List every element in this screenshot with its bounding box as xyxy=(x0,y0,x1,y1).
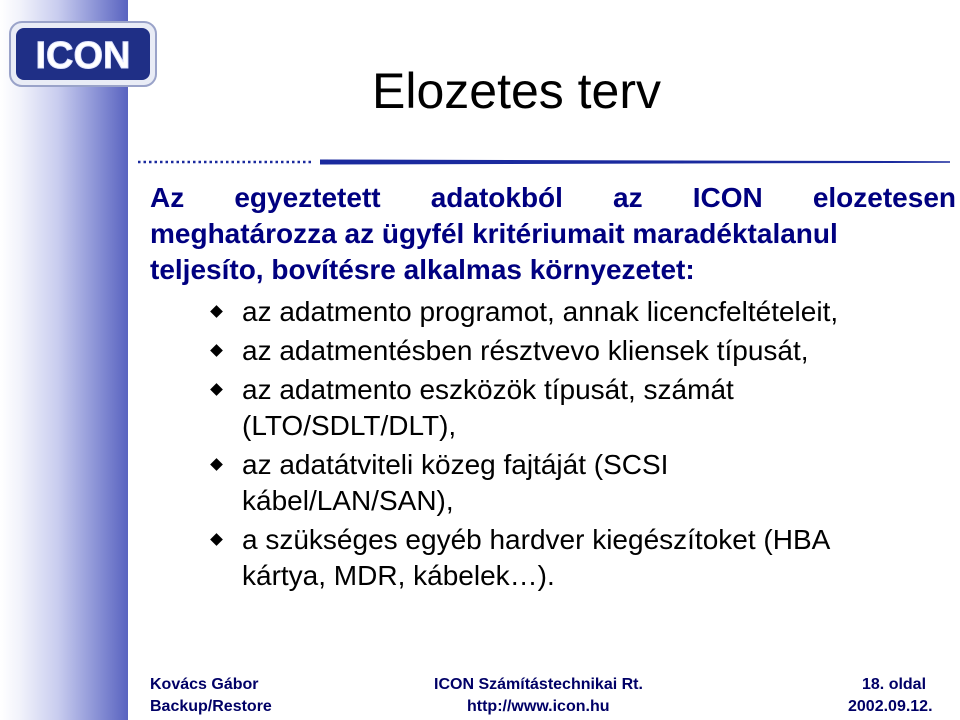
intro-line: Az egyeztetett adatokból az ICON elozetesen xyxy=(150,182,956,213)
list-item xyxy=(210,447,956,519)
footer-url-link[interactable]: http://www.icon.hu xyxy=(467,698,610,715)
diamond-bullet-icon xyxy=(210,533,223,546)
diamond-bullet-icon xyxy=(210,458,223,471)
intro-line: teljesíto, bovítésre alkalmas környezetet: xyxy=(150,254,695,285)
bullet-text: kábel/LAN/SAN), xyxy=(242,485,454,516)
bullet-text: az adatmentésben résztvevo kliensek típusát, xyxy=(242,335,809,366)
bullet-text: az adatmento programot, annak licencfeltételeit, xyxy=(242,296,839,327)
list-item xyxy=(210,294,956,330)
bullet-text: az adatátviteli közeg fajtáját (SCSI xyxy=(242,449,669,480)
diamond-bullet-icon xyxy=(210,383,223,396)
diamond-bullet-icon xyxy=(210,305,223,318)
bullet-text: a szükséges egyéb hardver kiegészítoket (HBA xyxy=(242,524,831,555)
page-title: Elozetes terv xyxy=(372,63,662,119)
footer-author: Kovács Gábor xyxy=(150,676,259,693)
bullet-text: kártya, MDR, kábelek…). xyxy=(242,560,555,591)
list-item xyxy=(210,333,956,369)
title-divider xyxy=(138,158,950,166)
footer-page-number: 18. oldal xyxy=(862,676,927,693)
sidebar-gradient xyxy=(0,0,128,720)
footer-date: 2002.09.12. xyxy=(848,698,933,715)
list-item xyxy=(210,522,956,594)
bullet-list xyxy=(210,294,956,597)
intro-paragraph xyxy=(150,180,956,288)
footer-company: ICON Számítástechnikai Rt. xyxy=(434,676,643,693)
footer-topic: Backup/Restore xyxy=(150,698,272,715)
diamond-bullet-icon xyxy=(210,344,223,357)
list-item xyxy=(210,372,956,444)
bullet-text: (LTO/SDLT/DLT), xyxy=(242,410,457,441)
svg-text:ICON: ICON xyxy=(35,35,131,77)
intro-line: meghatározza az ügyfél kritériumait maradéktalanul xyxy=(150,218,838,249)
icon-logo xyxy=(8,20,158,88)
footer xyxy=(0,676,960,720)
bullet-text: az adatmento eszközök típusát, számát xyxy=(242,374,734,405)
